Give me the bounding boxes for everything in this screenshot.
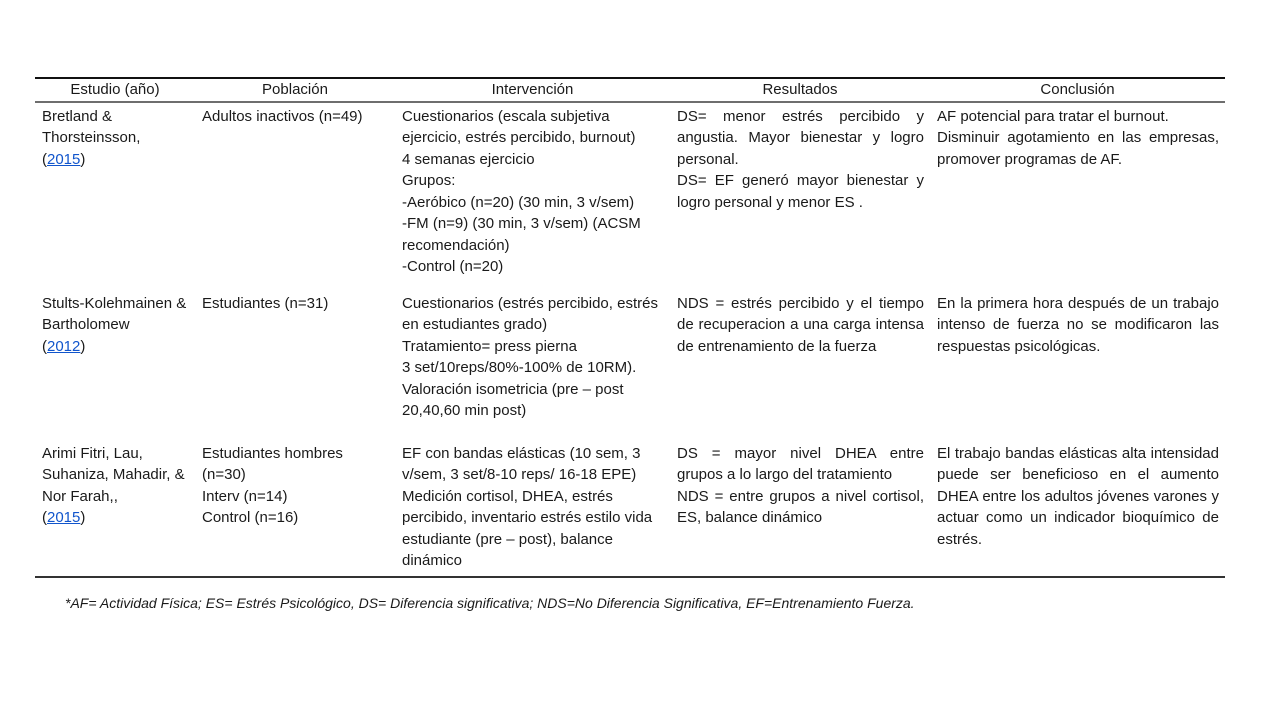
table-row xyxy=(35,290,1225,440)
poblacion-paragraph: Interv (n=14) xyxy=(202,487,288,505)
intervencion-paragraph: Grupos: xyxy=(402,172,456,189)
intervencion-paragraph: Medición cortisol, DHEA, estrés percibido, inventario estrés estilo vida estudiante (pre – post), balance dinámico xyxy=(402,487,653,569)
intervencion-paragraph: EF con bandas elásticas (10 sem, 3 v/sem, 3 set/8-10 reps/ 16-18 EPE) xyxy=(402,444,641,483)
poblacion-paragraph: Adultos inactivos (n=49) xyxy=(202,107,363,125)
column-header-resultados: Resultados xyxy=(670,78,930,102)
table-footnote: *AF= Actividad Física; ES= Estrés Psicológico, DS= Diferencia significativa; NDS=No Diferencia Significativa, EF=Entrenamiento Fuerza. xyxy=(65,595,915,611)
column-header-poblacion: Población xyxy=(195,78,395,102)
intervencion-paragraph: Tratamiento= press pierna xyxy=(402,337,577,355)
cell-poblacion xyxy=(195,290,395,440)
resultados-paragraph: DS= EF generó mayor bienestar y logro personal y menor ES . xyxy=(677,172,924,211)
cell-intervencion xyxy=(395,290,670,440)
resultados-paragraph: DS= menor estrés percibido y angustia. Mayor bienestar y logro personal. xyxy=(677,107,924,168)
cell-resultados xyxy=(670,102,930,290)
cell-conclusion xyxy=(930,440,1225,577)
intervencion-paragraph: 3 set/10reps/80%-100% de 10RM). xyxy=(402,359,637,376)
cell-poblacion xyxy=(195,440,395,577)
study-year-link[interactable]: 2015 xyxy=(47,509,81,526)
cell-resultados xyxy=(670,290,930,440)
study-author: Stults-Kolehmainen & Bartholomew xyxy=(42,294,187,333)
cell-conclusion xyxy=(930,290,1225,440)
study-year-line: (2015) xyxy=(42,150,86,168)
intervencion-paragraph: Cuestionarios (escala subjetiva ejercicio, estrés percibido, burnout) xyxy=(402,107,636,146)
cell-resultados xyxy=(670,440,930,577)
table-header xyxy=(35,78,1225,102)
intervencion-paragraph: Valoración isometricia (pre – post 20,40,60 min post) xyxy=(402,380,624,419)
header-row xyxy=(35,78,1225,102)
cell-study xyxy=(35,290,195,440)
resultados-paragraph: DS = mayor nivel DHEA entre grupos a lo largo del tratamiento xyxy=(677,444,924,483)
cell-poblacion xyxy=(195,102,395,290)
conclusion-paragraph: El trabajo bandas elásticas alta intensidad puede ser beneficioso en el aumento DHEA entre los adultos jóvenes varones y actuar como un indicador bioquímico de estrés. xyxy=(937,444,1219,548)
intervencion-paragraph: 4 semanas ejercicio xyxy=(402,150,535,168)
column-header-conclusion: Conclusión xyxy=(930,78,1225,102)
resultados-paragraph: NDS = entre grupos a nivel cortisol, ES, balance dinámico xyxy=(677,487,924,526)
poblacion-paragraph: Estudiantes hombres (n=30) xyxy=(202,444,343,483)
cell-conclusion xyxy=(930,102,1225,290)
study-year-link[interactable]: 2012 xyxy=(47,337,81,355)
cell-intervencion xyxy=(395,440,670,577)
intervencion-paragraph: -Aeróbico (n=20) (30 min, 3 v/sem) xyxy=(402,193,635,211)
intervencion-paragraph: -Control (n=20) xyxy=(402,258,504,275)
poblacion-paragraph: Control (n=16) xyxy=(202,509,299,526)
intervencion-paragraph: Cuestionarios (estrés percibido, estrés en estudiantes grado) xyxy=(402,294,658,333)
column-header-intervencion: Intervención xyxy=(395,78,670,102)
poblacion-paragraph: Estudiantes (n=31) xyxy=(202,294,329,312)
study-author: Arimi Fitri, Lau, Suhaniza, Mahadir, & Nor Farah,, xyxy=(42,444,185,505)
column-header-estudio: Estudio (año) xyxy=(35,78,195,102)
cell-study xyxy=(35,440,195,577)
conclusion-paragraph: En la primera hora después de un trabajo intenso de fuerza no se modificaron las respuestas psicológicas. xyxy=(937,294,1219,355)
conclusion-paragraph: AF potencial para tratar el burnout. xyxy=(937,107,1169,125)
resultados-paragraph: NDS = estrés percibido y el tiempo de recuperacion a una carga intensa de entrenamiento de la fuerza xyxy=(677,294,924,355)
study-year-line: (2015) xyxy=(42,509,86,526)
cell-intervencion xyxy=(395,102,670,290)
table-row xyxy=(35,440,1225,577)
study-year-link[interactable]: 2015 xyxy=(47,150,81,168)
study-year-line: (2012) xyxy=(42,337,86,355)
intervencion-paragraph: -FM (n=9) (30 min, 3 v/sem) (ACSM recomendación) xyxy=(402,215,641,254)
cell-study xyxy=(35,102,195,290)
studies-table xyxy=(35,77,1225,578)
conclusion-paragraph: Disminuir agotamiento en las empresas, promover programas de AF. xyxy=(937,129,1219,168)
table-row xyxy=(35,102,1225,290)
study-author: Bretland & Thorsteinsson, xyxy=(42,107,141,146)
